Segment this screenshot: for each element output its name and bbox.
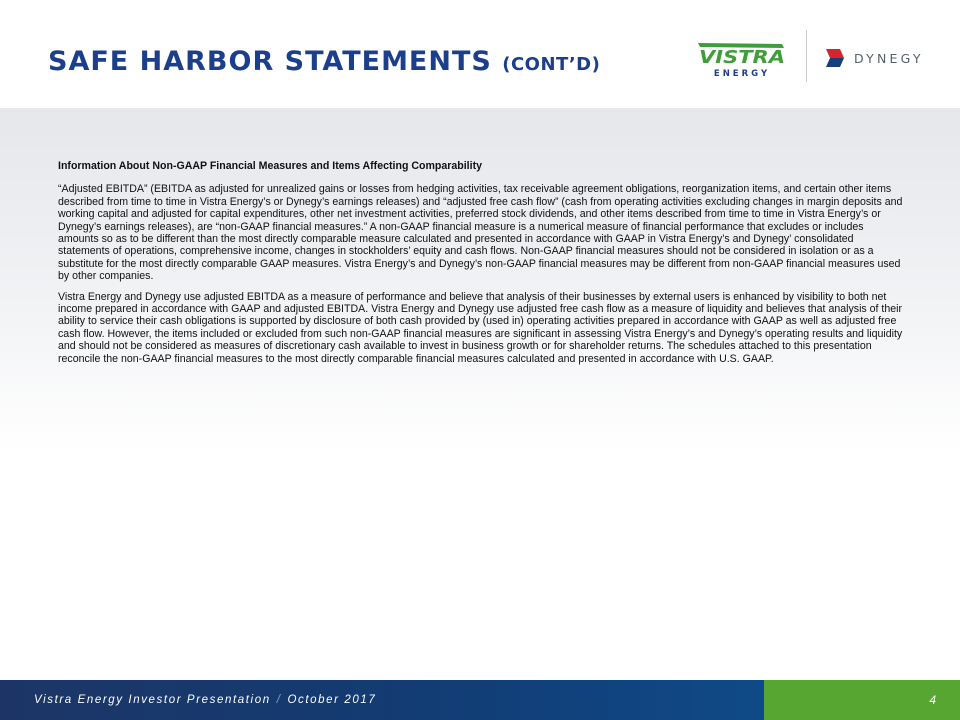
footer-presentation-name: Vistra Energy Investor Presentation xyxy=(34,694,271,706)
vistra-energy-logo xyxy=(696,42,788,78)
section-heading: Information About Non-GAAP Financial Measures and Items Affecting Comparability xyxy=(58,160,482,172)
paragraph-adjusted-ebitda-definition: “Adjusted EBITDA” (EBITDA as adjusted for unrealized gains or losses from hedging activities, tax receivable agreement obligations, reorganization items, and certain other items described from time to time in Vistra Energy’s or Dynegy’s earnings releases) and “adjusted free cash flow” (cash from operating activities excluding changes in margin deposits and working capital and adjusted for capital expenditures, other net investment activities, preferred stock dividends, and other items described from time to time in Vistra Energy’s or Dynegy’s earnings releases), are “non-GAAP financial measures.” A non-GAAP financial measure is a numerical measure of financial performance that excludes or includes amounts so as to be different than the most directly comparable measure calculated and presented in accordance with GAAP in Vistra Energy’s and Dynegy’ consolidated statements of operations, comprehensive income, changes in stockholders’ equity and cash flows. Non-GAAP financial measures should not be considered in isolation or as a substitute for the most directly comparable GAAP measures. Vistra Energy’s and Dynegy’s non-GAAP financial measures may be different from non-GAAP financial measures used by other companies. xyxy=(58,183,903,283)
page-number: 4 xyxy=(929,693,936,707)
vistra-logo-word: VISTRA xyxy=(699,47,785,68)
title-suffix: (CONT’D) xyxy=(502,54,601,75)
dynegy-logo xyxy=(824,46,942,70)
footer-date: October 2017 xyxy=(287,694,377,706)
footer-caption xyxy=(34,694,376,706)
title-main: SAFE HARBOR STATEMENTS xyxy=(48,46,492,77)
dynegy-logo-word: DYNEGY xyxy=(854,51,924,66)
slide-title xyxy=(48,46,600,77)
vistra-logo-subword: ENERGY xyxy=(713,69,771,78)
dynegy-mark-navy xyxy=(826,58,844,67)
content-body xyxy=(58,160,904,373)
slide-header xyxy=(0,0,960,108)
footer-separator: / xyxy=(276,694,282,706)
dynegy-mark-red xyxy=(826,49,844,58)
paragraph-non-gaap-usage: Vistra Energy and Dynegy use adjusted EBITDA as a measure of performance and believe that analysis of their businesses by external users is enhanced by visibility to both net income prepared in accordance with GAAP and adjusted EBITDA. Vistra Energy and Dynegy use adjusted free cash flow as a measure of liquidity and believes that analysis of their ability to service their cash obligations is supported by disclosure of both cash provided by (used in) operating activities prepared in accordance with GAAP as well as adjusted free cash flow. However, the items included or excluded from such non-GAAP financial measures are significant in assessing Vistra Energy’s and Dynegy’s operating results and liquidity and should not be considered as measures of discretionary cash available to invest in business growth or for shareholder returns. The schedules attached to this presentation reconcile the non-GAAP financial measures to the most directly comparable financial measures calculated and presented in accordance with U.S. GAAP. xyxy=(58,290,903,365)
logo-divider xyxy=(806,30,807,82)
